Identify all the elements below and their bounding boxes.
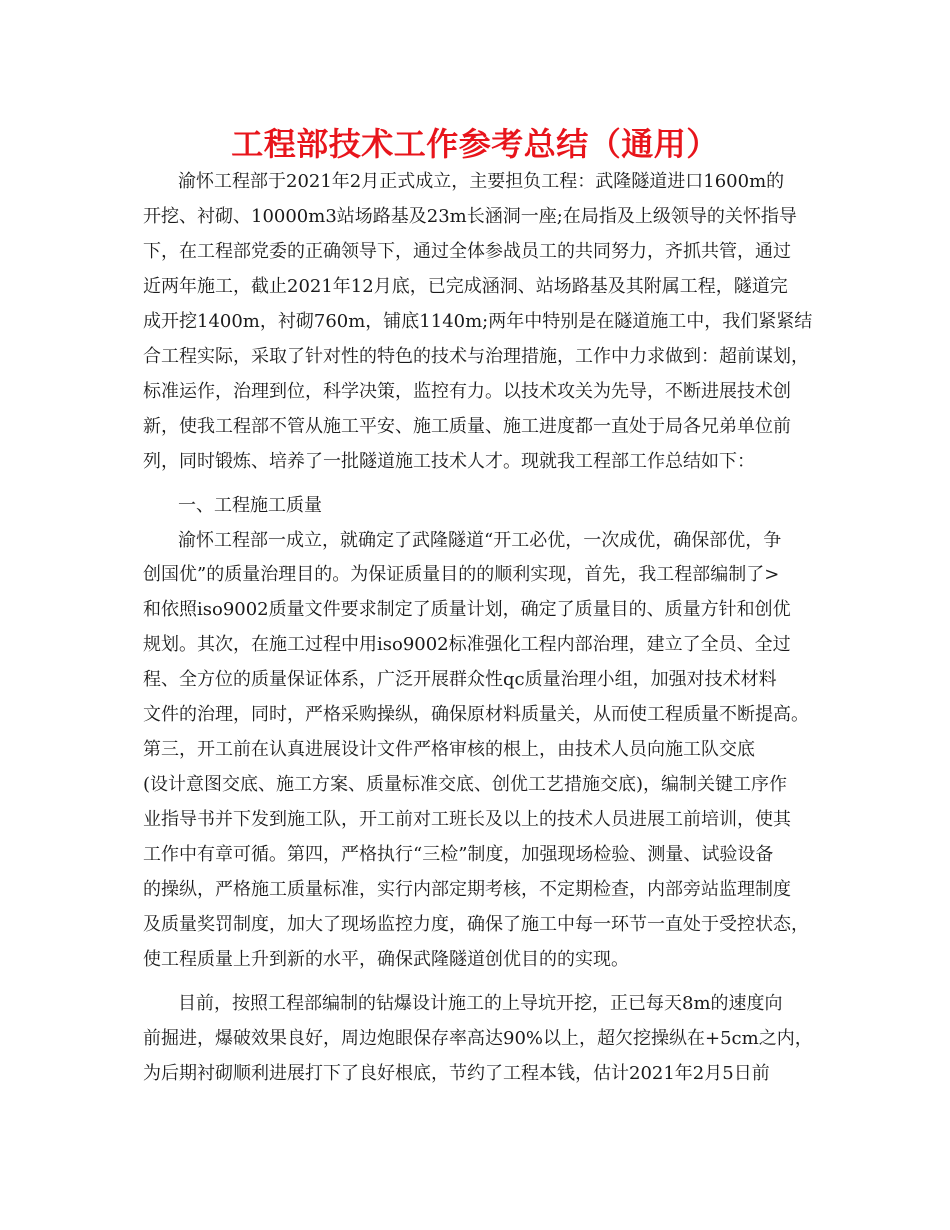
paragraph-line: 前掘进，爆破效果良好，周边炮眼保存率高达90%以上，超欠挖操纵在+5cm之内， (143, 1028, 813, 1049)
paragraph-line: 新，使我工程部不管从施工平安、施工质量、施工进度都一直处于局各兄弟单位前 (143, 416, 791, 437)
paragraph-line: 标准运作，治理到位，科学决策，监控有力。以技术攻关为先导，不断进展技术创 (143, 381, 791, 402)
paragraph-line: 渝怀工程部于2021年2月正式成立，主要担负工程：武隆隧道进口1600m的 (178, 171, 785, 192)
paragraph-line: 成开挖1400m，衬砌760m，铺底1140m;两年中特别是在隧道施工中，我们紧紧结 (143, 311, 813, 332)
paragraph-line: 近两年施工，截止2021年12月底，已完成涵洞、站场路基及其附属工程，隧道完 (143, 276, 788, 297)
paragraph-line: 和依照iso9002质量文件要求制定了质量计划，确定了质量目的、质量方针和创优 (143, 599, 791, 620)
paragraph-line: 程、全方位的质量保证体系，广泛开展群众性qc质量治理小组，加强对技术材料 (143, 669, 777, 690)
paragraph-line: 下，在工程部党委的正确领导下，通过全体参战员工的共同努力，齐抓共管，通过 (143, 241, 791, 262)
section-heading: 一、工程施工质量 (178, 495, 322, 516)
paragraph-line: 业指导书并下发到施工队，开工前对工班长及以上的技术人员进展工前培训，使其 (143, 809, 791, 830)
paragraph-line: 使工程质量上升到新的水平，确保武隆隧道创优目的的实现。 (143, 949, 629, 970)
document-title: 工程部技术工作参考总结（通用） (231, 125, 719, 163)
paragraph-line: (设计意图交底、施工方案、质量标准交底、创优工艺措施交底)，编制关键工序作 (143, 774, 788, 795)
paragraph-line: 文件的治理，同时，严格采购操纵，确保原材料质量关，从而使工程质量不断提高。 (143, 704, 809, 725)
paragraph-line: 的操纵，严格施工质量标准，实行内部定期考核，不定期检查，内部旁站监理制度 (143, 879, 791, 900)
paragraph-line: 规划。其次，在施工过程中用iso9002标准强化工程内部治理，建立了全员、全过 (143, 634, 791, 655)
paragraph-line: 及质量奖罚制度，加大了现场监控力度，确保了施工中每一环节一直处于受控状态， (143, 914, 809, 935)
paragraph-line: 列，同时锻炼、培养了一批隧道施工技术人才。现就我工程部工作总结如下： (143, 451, 755, 472)
paragraph-line: 第三，开工前在认真进展设计文件严格审核的根上，由技术人员向施工队交底 (143, 739, 755, 760)
paragraph-line: 创国优”的质量治理目的。为保证质量目的的顺利实现，首先，我工程部编制了> (143, 564, 780, 585)
paragraph-line: 渝怀工程部一成立，就确定了武隆隧道“开工必优，一次成优，确保部优，争 (178, 530, 782, 551)
paragraph-line: 为后期衬砌顺利进展打下了良好根底，节约了工程本钱，估计2021年2月5日前 (143, 1063, 770, 1084)
paragraph-line: 目前，按照工程部编制的钻爆设计施工的上导坑开挖，正已每天8m的速度向 (178, 993, 783, 1014)
paragraph-line: 合工程实际，采取了针对性的特色的技术与治理措施，工作中力求做到：超前谋划， (143, 346, 809, 367)
paragraph-line: 工作中有章可循。第四，严格执行“三检”制度，加强现场检验、测量、试验设备 (143, 844, 774, 865)
paragraph-line: 开挖、衬砌、10000m3站场路基及23m长涵洞一座;在局指及上级领导的关怀指导 (143, 206, 797, 227)
